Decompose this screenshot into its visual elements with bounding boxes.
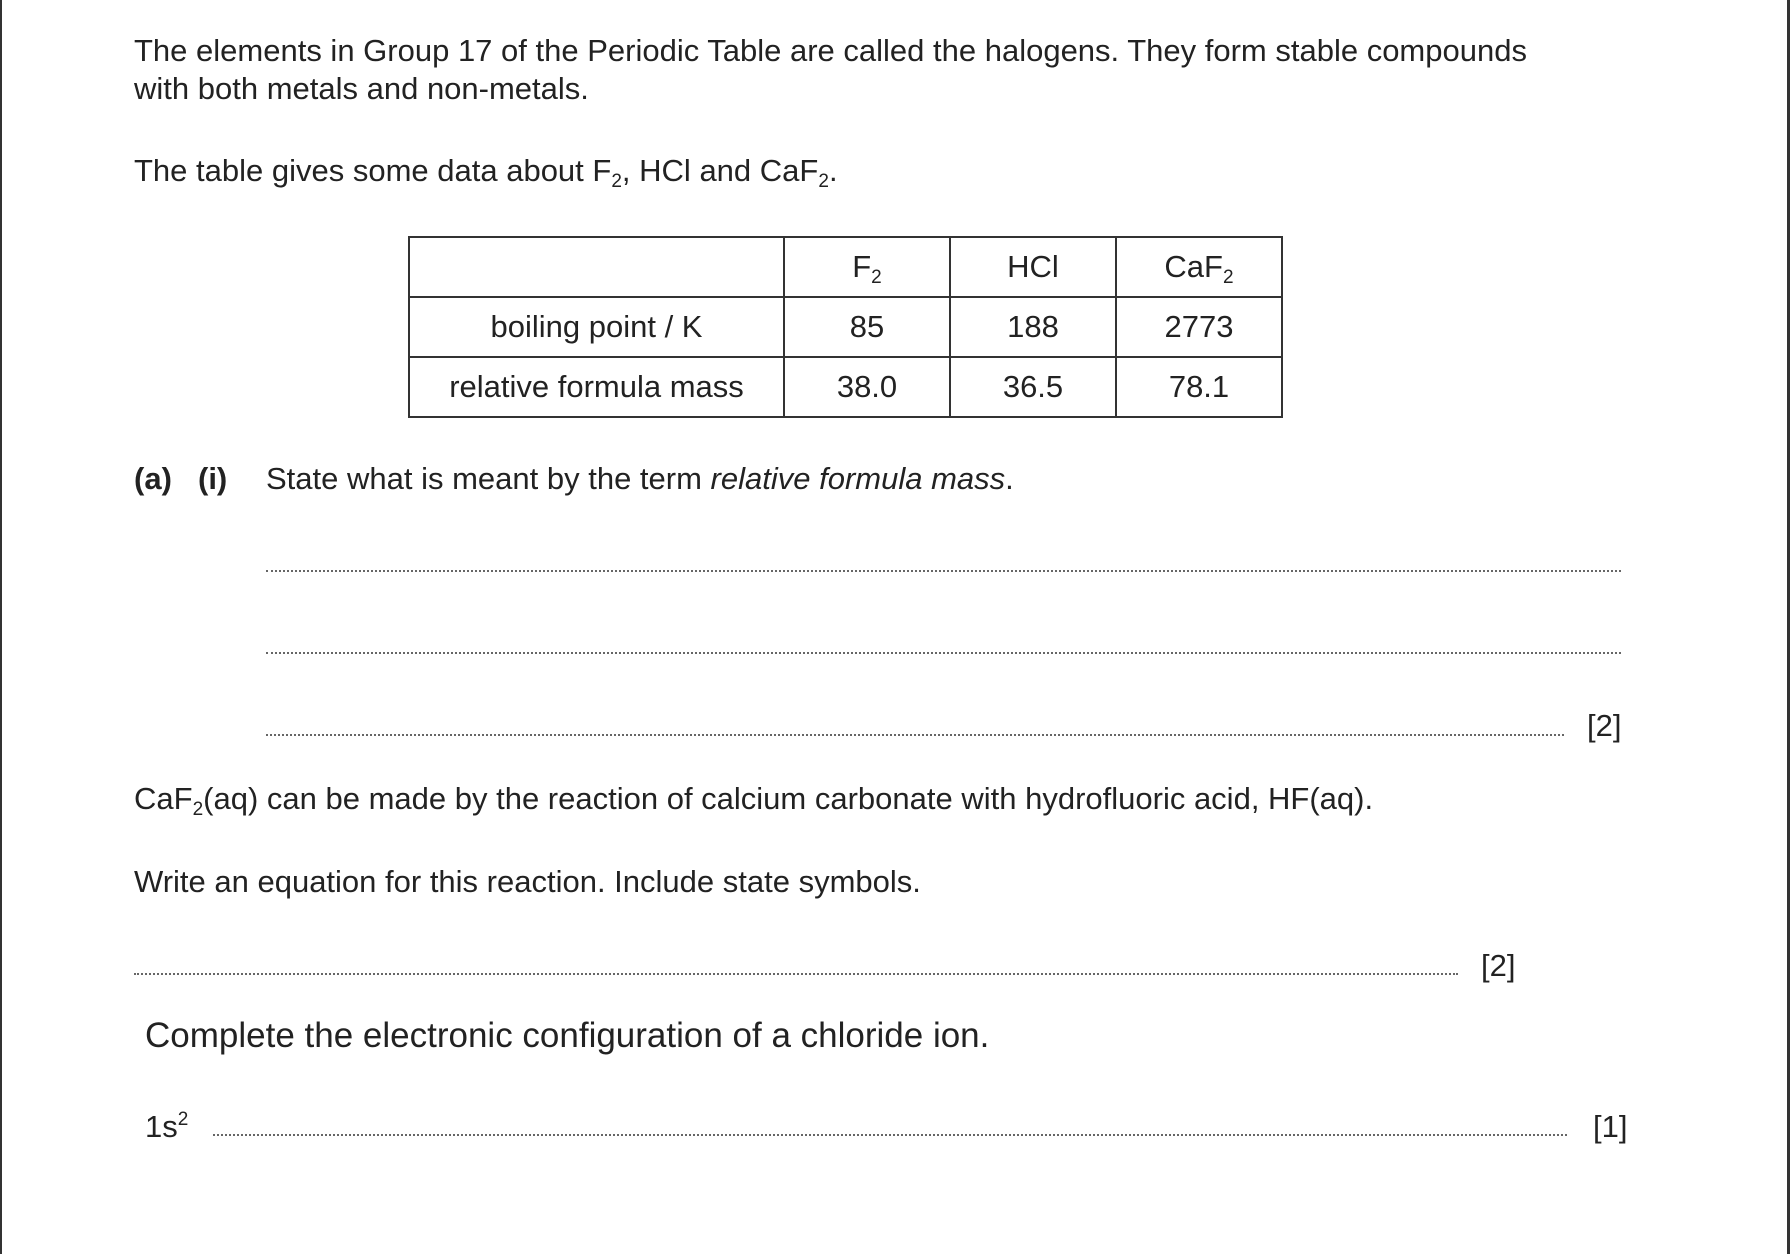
table-header-row — [409, 237, 1282, 297]
row-label: relative formula mass — [409, 357, 784, 417]
marks-label: [2] — [1587, 708, 1622, 743]
part-ii-statement: CaF$_2$(aq) can be made by the reaction of calcium carbonate with hydrofluoric acid, HF(aq). — [134, 781, 1374, 820]
table-cell: 2773 — [1116, 297, 1282, 357]
answer-line[interactable] — [266, 570, 1621, 572]
part-ii-question: Write an equation for this reaction. Include state symbols. — [134, 864, 921, 899]
answer-line[interactable] — [266, 652, 1621, 654]
page-border-left — [0, 0, 2, 1254]
table-header-f2: $F_2$ — [784, 237, 950, 297]
config-prefix: $1s^2$ — [145, 1109, 189, 1144]
table-cell: 38.0 — [784, 357, 950, 417]
marks-label: [1] — [1593, 1109, 1628, 1144]
intro-line-1: The elements in Group 17 of the Periodic Table are called the halogens. They form stable compounds — [134, 33, 1527, 68]
data-table — [408, 236, 1283, 418]
table-cell: 36.5 — [950, 357, 1116, 417]
answer-line[interactable] — [213, 1134, 1567, 1136]
table-intro: The table gives some data about $F_2$, HCl and CaF$_2$. — [134, 153, 838, 192]
table-cell: 188 — [950, 297, 1116, 357]
part-i-label: (i) — [198, 461, 228, 496]
marks-label: [2] — [1481, 948, 1516, 983]
table-header-caf2: CaF$_2$ — [1116, 237, 1282, 297]
answer-line[interactable] — [134, 973, 1458, 975]
table-row — [409, 357, 1282, 417]
answer-line[interactable] — [266, 734, 1564, 736]
intro-line-2: with both metals and non-metals. — [134, 71, 589, 106]
part-a-label: (a) — [134, 461, 172, 496]
part-iii-question: Complete the electronic configuration of a chloride ion. — [145, 1016, 990, 1055]
row-label: boiling point / K — [409, 297, 784, 357]
table-row — [409, 297, 1282, 357]
table-cell: 78.1 — [1116, 357, 1282, 417]
table-cell: 85 — [784, 297, 950, 357]
part-a-question: State what is meant by the term relative formula mass. — [266, 461, 1014, 496]
table-header-empty — [409, 237, 784, 297]
table-header-hcl: HCl — [950, 237, 1116, 297]
